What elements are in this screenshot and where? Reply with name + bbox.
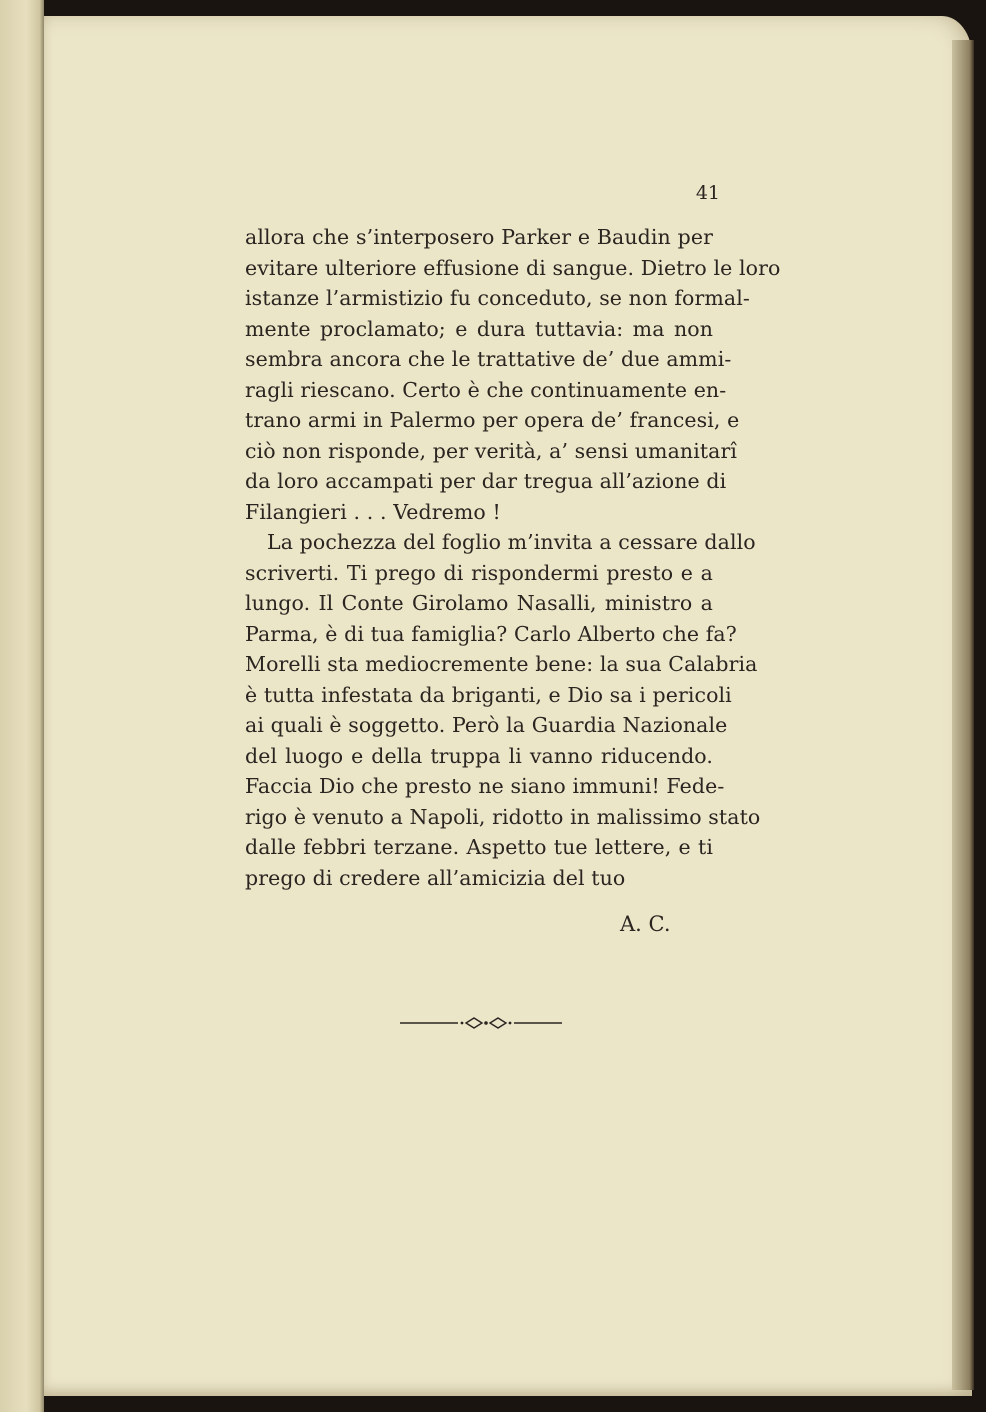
text-line: Filangieri . . . Vedremo ! xyxy=(245,499,501,524)
text-line: del luogo e della truppa li vanno riducendo. xyxy=(245,743,713,768)
text-line: evitare ulteriore effusione di sangue. Dietro le loro xyxy=(245,255,781,280)
book-spine xyxy=(0,0,44,1412)
text-line: ciò non risponde, per verità, a’ sensi umanitarî xyxy=(245,438,738,463)
text-line: La pochezza del foglio m’invita a cessare dallo xyxy=(267,530,756,554)
text-line: è tutta infestata da briganti, e Dio sa i pericoli xyxy=(245,682,732,707)
page-edge xyxy=(952,40,974,1390)
text-line: Morelli sta mediocremente bene: la sua Calabria xyxy=(245,652,758,676)
text-line: Faccia Dio che presto ne siano immuni! Fede- xyxy=(245,774,725,798)
text-line: scriverti. Ti prego di rispondermi presto e a xyxy=(245,560,713,585)
text-line: rigo è venuto a Napoli, ridotto in malissimo stato xyxy=(245,804,761,829)
page-number: 41 xyxy=(695,182,720,204)
text-line: Parma, è di tua famiglia? Carlo Alberto che fa? xyxy=(245,621,737,646)
text-line: da loro accampati per dar tregua all’azione di xyxy=(245,469,727,493)
text-line: ai quali è soggetto. Però la Guardia Nazionale xyxy=(245,713,728,737)
text-line: prego di credere all’amicizia del tuo xyxy=(245,865,626,890)
text-line: allora che s’interposero Parker e Baudin per xyxy=(245,225,713,249)
text-line: istanze l’armistizio fu conceduto, se non formal- xyxy=(245,286,750,310)
text-line: sembra ancora che le trattative de’ due ammi- xyxy=(245,347,732,371)
text-line: mente proclamato; e dura tuttavia: ma non xyxy=(245,316,713,341)
text-line: dalle febbri terzane. Aspetto tue lettere, e ti xyxy=(245,835,713,859)
text-line: ragli riescano. Certo è che continuamente en- xyxy=(245,377,727,402)
ornament-divider xyxy=(400,1012,562,1034)
signature: A. C. xyxy=(620,912,671,936)
letter-body xyxy=(245,222,781,893)
text-line: trano armi in Palermo per opera de’ francesi, e xyxy=(245,408,740,432)
text-line: lungo. Il Conte Girolamo Nasalli, ministro a xyxy=(245,591,713,615)
